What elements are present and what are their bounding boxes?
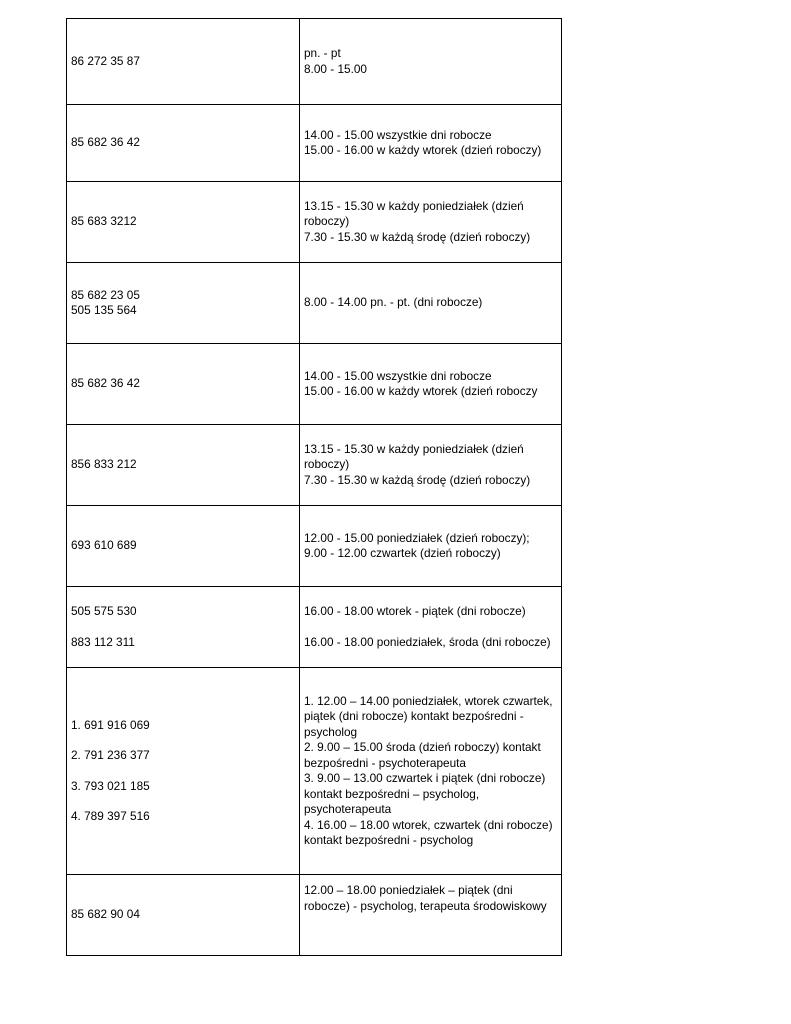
phone-number: 1. 691 916 069 <box>71 717 150 732</box>
phone-number: 85 682 36 42 <box>71 376 140 391</box>
phone-number: 85 682 23 05 <box>71 287 140 302</box>
contact-hours-table <box>66 18 562 956</box>
hours-cell <box>300 875 562 956</box>
hours-line: 16.00 - 18.00 wtorek - piątek (dni robocze) <box>304 604 526 618</box>
phone-cell <box>67 668 300 875</box>
table-row <box>67 587 562 668</box>
table-row <box>67 506 562 587</box>
hours-line: 13.15 - 15.30 w każdy poniedziałek (dzień roboczy) <box>304 198 524 229</box>
phone-cell <box>67 587 300 668</box>
phone-number: 85 683 3212 <box>71 214 137 229</box>
phone-cell <box>67 182 300 263</box>
hours-line: 12.00 – 18.00 poniedziałek – piątek (dni robocze) - psycholog, terapeuta środowiskowy <box>304 883 547 913</box>
hours-line: 14.00 - 15.00 wszystkie dni robocze <box>304 368 492 383</box>
phone-number: 505 575 530 <box>71 604 137 618</box>
hours-line: 13.15 - 15.30 w każdy poniedziałek (dzień roboczy) <box>304 441 524 472</box>
hours-line: 12.00 - 15.00 poniedziałek (dzień roboczy); <box>304 530 530 545</box>
hours-line: 2. 9.00 – 15.00 środa (dzień roboczy) kontakt bezpośredni - psychoterapeuta <box>304 740 541 770</box>
table-row <box>67 875 562 956</box>
phone-number: 85 682 90 04 <box>71 907 140 922</box>
hours-cell <box>300 587 562 668</box>
phone-cell <box>67 344 300 425</box>
table-row <box>67 425 562 506</box>
hours-line: 16.00 - 18.00 poniedziałek, środa (dni robocze) <box>304 634 551 649</box>
hours-line: 7.30 - 15.30 w każdą środę (dzień roboczy) <box>304 229 531 244</box>
hours-line: 14.00 - 15.00 wszystkie dni robocze <box>304 127 492 142</box>
table-row <box>67 182 562 263</box>
phone-cell <box>67 875 300 956</box>
hours-line: 8.00 - 14.00 pn. - pt. (dni robocze) <box>304 295 483 310</box>
phone-number: 86 272 35 87 <box>71 53 140 68</box>
phone-number: 505 135 564 <box>71 303 137 317</box>
hours-line: 15.00 - 16.00 w każdy wtorek (dzień roboczy <box>304 384 538 398</box>
phone-number: 2. 791 236 377 <box>71 748 150 762</box>
hours-cell <box>300 19 562 105</box>
hours-cell <box>300 668 562 875</box>
phone-number: 856 833 212 <box>71 457 137 472</box>
hours-cell <box>300 344 562 425</box>
phone-cell <box>67 105 300 182</box>
phone-number: 883 112 311 <box>71 634 135 649</box>
table-row <box>67 19 562 105</box>
phone-number: 693 610 689 <box>71 538 137 553</box>
hours-line: 8.00 - 15.00 <box>304 61 367 76</box>
hours-cell <box>300 105 562 182</box>
hours-line: 3. 9.00 – 13.00 czwartek i piątek (dni robocze) kontakt bezpośredni – psycholog, psychoterapeuta <box>304 771 546 816</box>
hours-cell <box>300 425 562 506</box>
phone-cell <box>67 506 300 587</box>
hours-line: 7.30 - 15.30 w każdą środę (dzień roboczy) <box>304 472 531 487</box>
hours-line: 15.00 - 16.00 w każdy wtorek (dzień roboczy) <box>304 143 542 157</box>
hours-cell <box>300 506 562 587</box>
hours-line: 1. 12.00 – 14.00 poniedziałek, wtorek czwartek, piątek (dni robocze) kontakt bezpośredni - psycholog <box>304 693 553 739</box>
hours-line: pn. - pt <box>304 46 341 60</box>
phone-number: 4. 789 397 516 <box>71 809 150 823</box>
hours-cell <box>300 182 562 263</box>
table-row <box>67 105 562 182</box>
phone-number: 3. 793 021 185 <box>71 778 150 793</box>
table-row <box>67 263 562 344</box>
table-row <box>67 344 562 425</box>
hours-line: 9.00 - 12.00 czwartek (dzień roboczy) <box>304 546 501 560</box>
hours-cell <box>300 263 562 344</box>
phone-cell <box>67 425 300 506</box>
phone-number: 85 682 36 42 <box>71 135 140 150</box>
phone-cell <box>67 263 300 344</box>
phone-cell <box>67 19 300 105</box>
hours-line: 4. 16.00 – 18.00 wtorek, czwartek (dni robocze) kontakt bezpośredni - psycholog <box>304 817 553 847</box>
table-row <box>67 668 562 875</box>
